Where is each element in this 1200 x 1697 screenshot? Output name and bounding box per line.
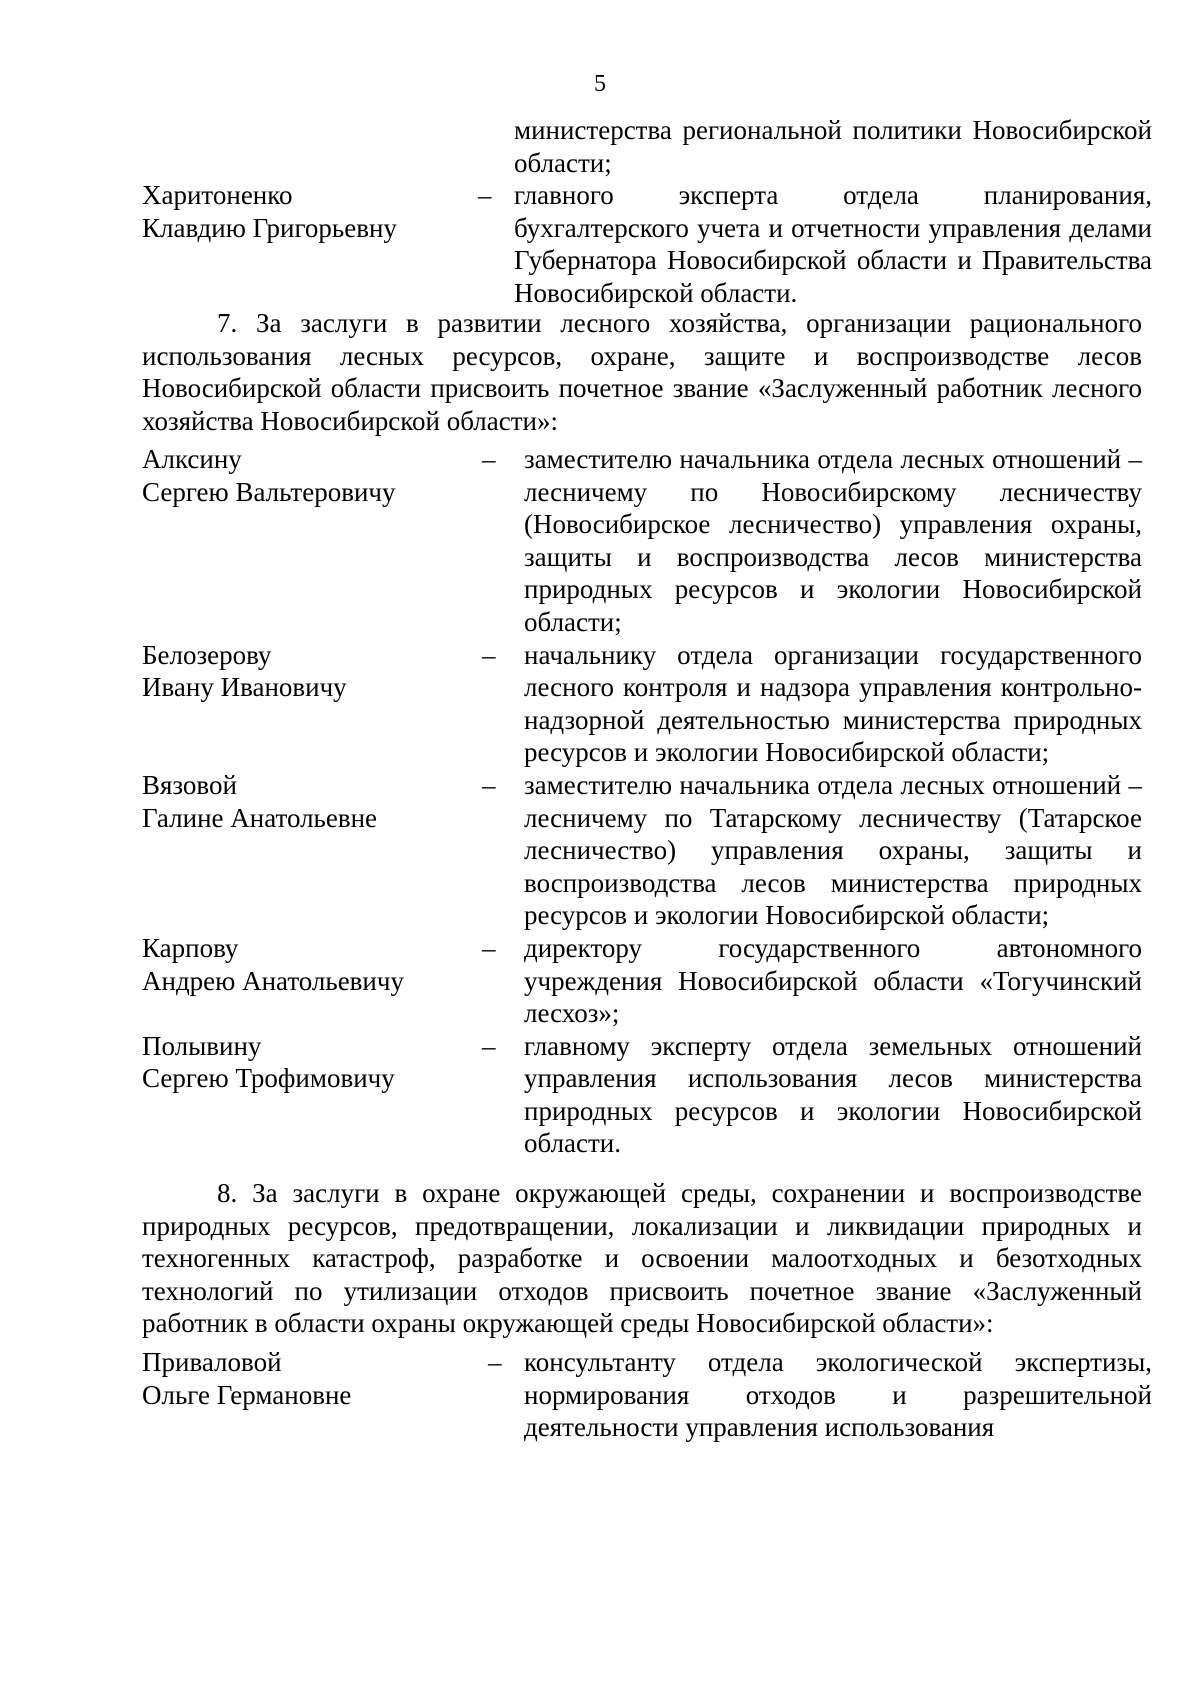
recipient-given-name: Андрею Анатольевичу: [142, 965, 404, 996]
recipient-position: главному эксперту отдела земельных отношений управления использования лесов министерства природных ресурсов и экологии Новосибирской области.: [524, 1030, 1142, 1159]
entry-dash: –: [482, 769, 496, 800]
award-entry: [142, 443, 1142, 639]
recipient-surname: Белозерову: [142, 639, 272, 670]
section-8: [142, 1177, 1142, 1340]
entry-dash: –: [488, 1347, 502, 1377]
recipient-position: главного эксперта отдела планирования, бухгалтерского учета и отчетности управления делами Губернатора Новосибирской области и Правительства Новосибирской области.: [514, 180, 1152, 308]
recipient-given-name: Ольге Германовне: [142, 1379, 352, 1410]
section-8-intro: 8. За заслуги в охране окружающей среды, сохранении и воспроизводстве природных ресурсов, предотвращении, локализации и ликвидации природных и техногенных катастроф, разработке и освоении малоотходных и безотходных технологий по утилизации отходов присвоить почетное звание «Заслуженный работник в области охраны окружающей среды Новосибирской области»:: [142, 1178, 1142, 1339]
entry-dash: –: [482, 1030, 496, 1061]
recipient-given-name: Сергею Трофимовичу: [142, 1063, 395, 1094]
recipient-name: [142, 932, 462, 997]
recipient-position: заместителю начальника отдела лесных отношений – лесничему по Татарскому лесничеству (Татарское лесничество) управления охраны, защиты и воспроизводства лесов министерства природных ресурсов и экологии Новосибирской области;: [524, 769, 1142, 931]
page-number: 5: [594, 71, 606, 97]
entry-dash: –: [482, 639, 496, 670]
recipient-given-name: Клавдию Григорьевну: [142, 212, 397, 243]
recipient-position: директору государственного автономного учреждения Новосибирской области «Тогучинский лесхоз»;: [524, 932, 1142, 1029]
recipient-surname: Харитоненко: [142, 180, 293, 211]
section-7: [142, 307, 1142, 437]
recipient-position: заместителю начальника отдела лесных отношений – лесничему по Новосибирскому лесничеству (Новосибирское лесничество) управления охраны, защиты и воспроизводства лесов министерства природных ресурсов и экологии Новосибирской области;: [524, 444, 1142, 637]
continuation-text: министерства региональной политики Новосибирской области;: [514, 115, 1152, 178]
top-award-list: [142, 114, 1152, 310]
recipient-name: [142, 1346, 462, 1411]
recipient-surname: Приваловой: [142, 1347, 282, 1377]
recipient-position: начальнику отдела организации государственного лесного контроля и надзора управления контрольно-надзорной деятельностью министерства природных ресурсов и экологии Новосибирской области;: [524, 639, 1142, 768]
section-7-award-list: [142, 443, 1142, 1160]
section-8-award-list: [142, 1346, 1152, 1444]
recipient-surname: Алксину: [142, 444, 242, 474]
award-entry: [142, 769, 1142, 932]
recipient-name: [142, 179, 462, 244]
recipient-given-name: Ивану Ивановичу: [142, 672, 347, 703]
award-entry: [142, 639, 1142, 769]
recipient-given-name: Галине Анатольевне: [142, 802, 378, 833]
entry-dash: –: [482, 932, 496, 963]
recipient-name: [142, 443, 462, 508]
section-7-intro: 7. За заслуги в развитии лесного хозяйства, организации рационального использования лесных ресурсов, охране, защите и воспроизводстве лесов Новосибирской области присвоить почетное звание «Заслуженный работник лесного хозяйства Новосибирской области»:: [142, 308, 1142, 436]
continuation-row: [142, 114, 1152, 179]
entry-dash: –: [482, 444, 496, 474]
recipient-name: [142, 639, 462, 704]
recipient-given-name: Сергею Вальтеровичу: [142, 476, 396, 507]
recipient-surname: Карпову: [142, 932, 239, 963]
recipient-position: консультанту отдела экологической экспертизы, нормирования отходов и разрешительной деятельности управления использования: [524, 1347, 1152, 1443]
award-entry: [142, 1030, 1142, 1160]
recipient-name: [142, 769, 462, 834]
award-entry: [142, 179, 1152, 309]
award-entry: [142, 932, 1142, 1030]
award-entry: [142, 1346, 1152, 1444]
recipient-surname: Полывину: [142, 1030, 262, 1061]
recipient-name: [142, 1030, 462, 1095]
entry-dash: –: [478, 180, 492, 211]
recipient-surname: Вязовой: [142, 769, 237, 800]
